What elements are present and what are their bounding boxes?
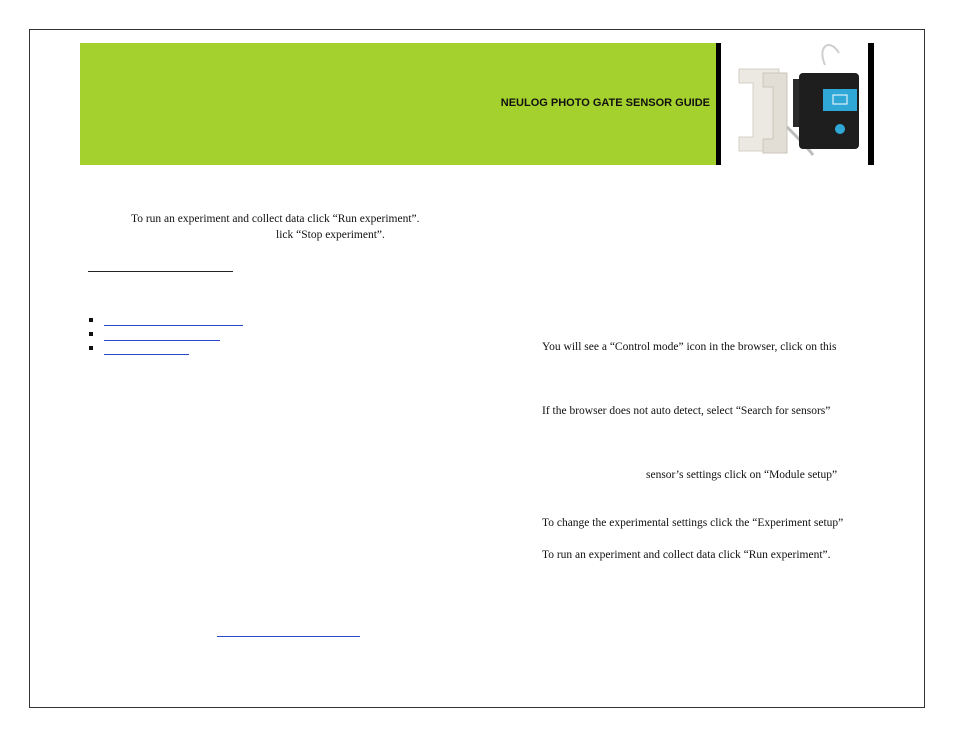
link-underline-1[interactable]: [104, 325, 243, 326]
link-underline-2[interactable]: [104, 340, 220, 341]
right-text-line3: sensor’s settings click on “Module setup”: [646, 469, 838, 481]
bullet-marker: [89, 318, 93, 322]
section-underline: [88, 271, 233, 272]
header-banner: [80, 43, 716, 165]
bullet-marker: [89, 346, 93, 350]
right-text-line2: If the browser does not auto detect, select “Search for sensors”: [542, 405, 831, 417]
right-text-line4: To change the experimental settings click the “Experiment setup”: [542, 517, 844, 529]
right-text-line1: You will see a “Control mode” icon in the browser, click on this: [542, 341, 837, 353]
left-text-line2: lick “Stop experiment”.: [276, 229, 385, 241]
link-underline-3[interactable]: [104, 354, 189, 355]
link-underline-4[interactable]: [217, 636, 360, 637]
banner-divider-right: [868, 43, 874, 165]
page-title: NEULOG PHOTO GATE SENSOR GUIDE: [500, 97, 710, 109]
sensor-photo: [721, 43, 868, 165]
bullet-marker: [89, 332, 93, 336]
left-text-line1: To run an experiment and collect data click “Run experiment”.: [131, 213, 420, 225]
right-text-line5: To run an experiment and collect data click “Run experiment”.: [542, 549, 831, 561]
